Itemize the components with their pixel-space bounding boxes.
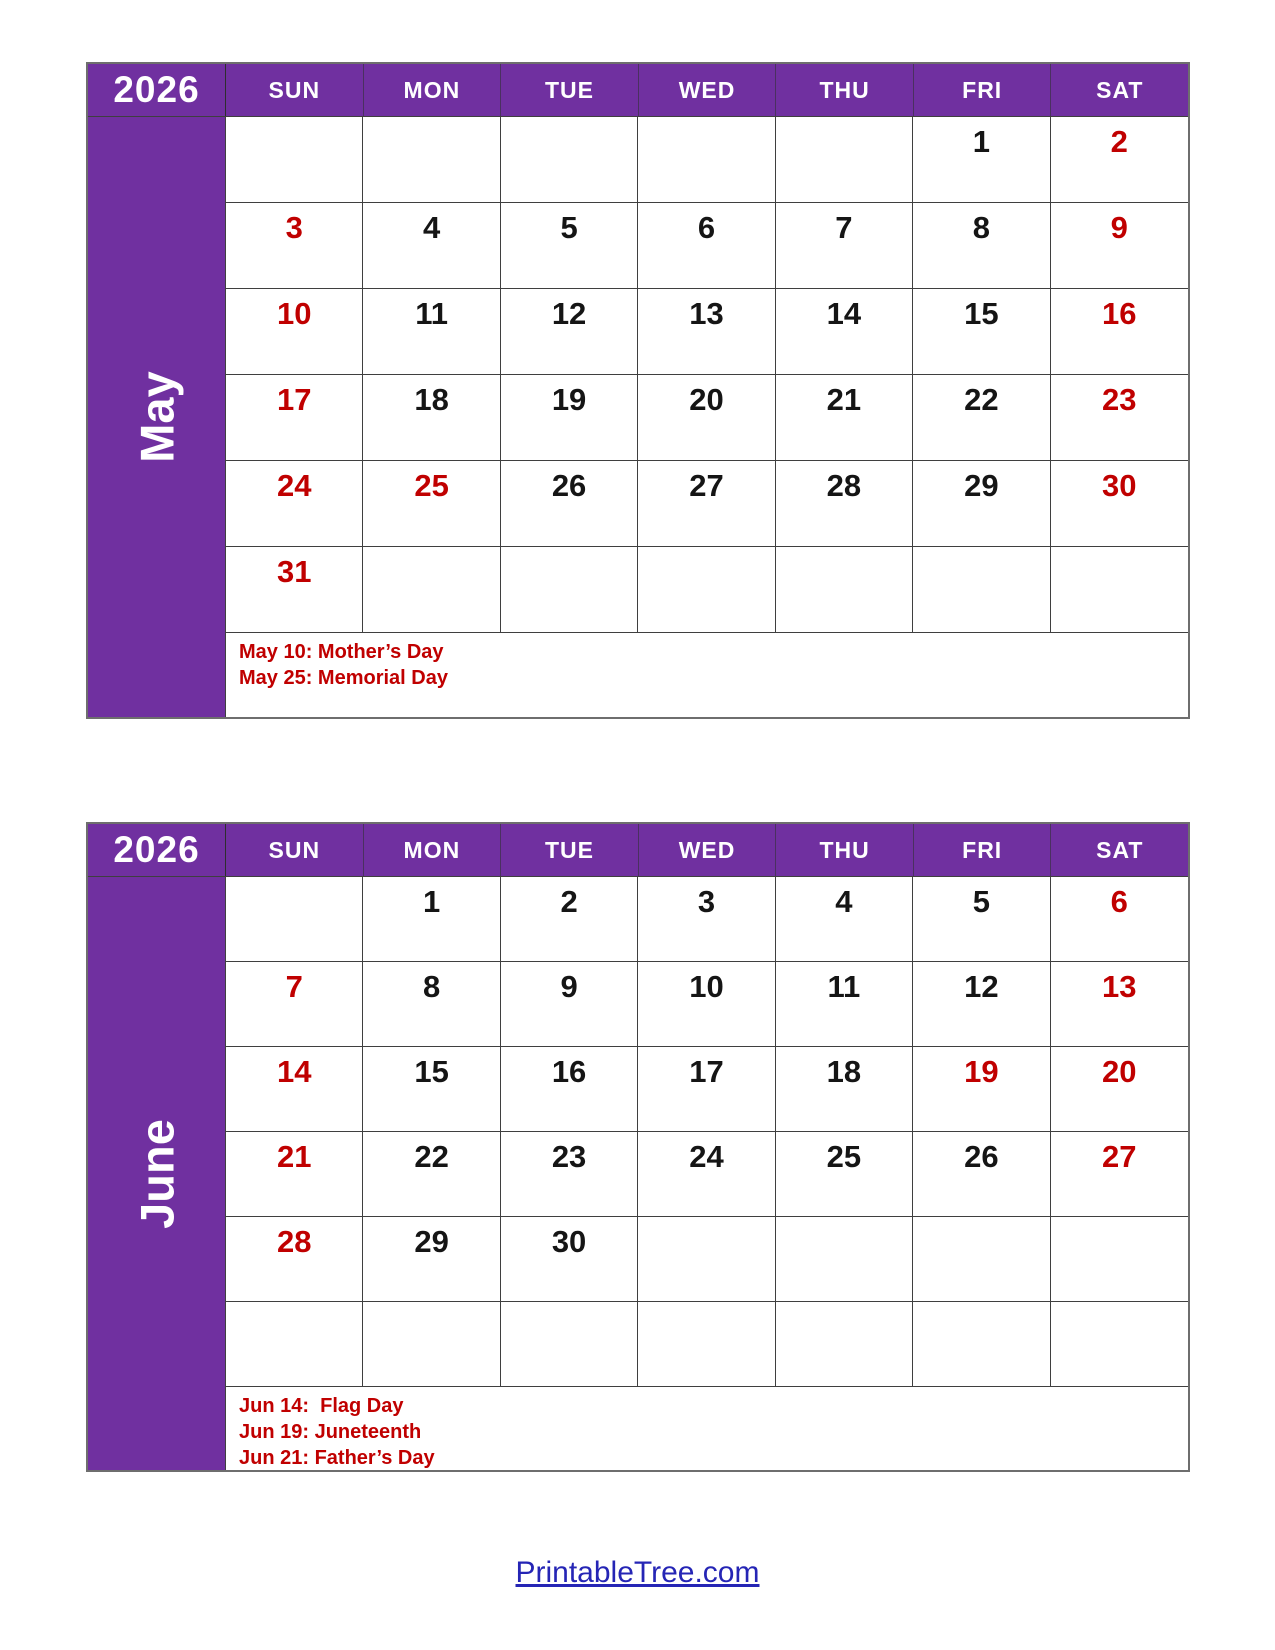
calendar-may: [86, 62, 1190, 719]
day-cell-empty: [226, 117, 363, 203]
day-cell-june-28: 28: [226, 1217, 363, 1302]
day-cell-may-17: 17: [226, 375, 363, 461]
day-cell-may-5: 5: [501, 203, 638, 289]
day-cell-may-14: 14: [776, 289, 913, 375]
day-cell-june-20: 20: [1051, 1047, 1188, 1132]
day-cell-may-13: 13: [638, 289, 775, 375]
year-label: 2026: [88, 824, 226, 876]
day-cell-june-7: 7: [226, 962, 363, 1047]
weekday-header-row: [226, 824, 1188, 876]
day-cell-june-16: 16: [501, 1047, 638, 1132]
day-cell-empty: [1051, 1302, 1188, 1387]
day-cell-may-21: 21: [776, 375, 913, 461]
day-cell-may-15: 15: [913, 289, 1050, 375]
day-cell-empty: [913, 1217, 1050, 1302]
day-grid: [226, 117, 1188, 717]
page-footer: [0, 1556, 1275, 1590]
day-cell-empty: [638, 547, 775, 633]
day-cell-empty: [776, 547, 913, 633]
holiday-entry: Jun 21: Father’s Day: [239, 1447, 435, 1469]
day-cell-empty: [226, 1302, 363, 1387]
day-cell-empty: [913, 547, 1050, 633]
day-grid: [226, 877, 1188, 1470]
month-sidebar: [88, 117, 226, 717]
calendar-header-row: [88, 824, 1188, 877]
day-cell-june-2: 2: [501, 877, 638, 962]
day-cell-june-9: 9: [501, 962, 638, 1047]
month-label: June: [130, 1118, 183, 1229]
day-cell-may-3: 3: [226, 203, 363, 289]
day-cell-empty: [501, 547, 638, 633]
month-label: May: [130, 371, 183, 463]
day-cell-june-14: 14: [226, 1047, 363, 1132]
day-cell-june-1: 1: [363, 877, 500, 962]
day-cell-june-10: 10: [638, 962, 775, 1047]
day-cell-june-15: 15: [363, 1047, 500, 1132]
weekday-header-thu: THU: [776, 824, 914, 876]
weekday-header-mon: MON: [364, 64, 502, 116]
day-cell-june-22: 22: [363, 1132, 500, 1217]
day-cell-may-4: 4: [363, 203, 500, 289]
day-cell-empty: [776, 117, 913, 203]
weekday-header-tue: TUE: [501, 824, 639, 876]
day-cell-june-6: 6: [1051, 877, 1188, 962]
day-cell-may-20: 20: [638, 375, 775, 461]
holiday-note: [226, 1387, 1188, 1470]
day-cell-may-9: 9: [1051, 203, 1188, 289]
calendar-june: [86, 822, 1190, 1472]
day-cell-may-28: 28: [776, 461, 913, 547]
day-cell-may-31: 31: [226, 547, 363, 633]
day-cell-june-4: 4: [776, 877, 913, 962]
holiday-entry: Jun 19: Juneteenth: [239, 1421, 422, 1443]
day-cell-may-22: 22: [913, 375, 1050, 461]
day-cell-may-11: 11: [363, 289, 500, 375]
day-cell-may-23: 23: [1051, 375, 1188, 461]
day-cell-empty: [1051, 1217, 1188, 1302]
day-cell-empty: [501, 117, 638, 203]
day-cell-june-18: 18: [776, 1047, 913, 1132]
day-cell-may-16: 16: [1051, 289, 1188, 375]
calendar-header-row: [88, 64, 1188, 117]
weekday-header-fri: FRI: [914, 824, 1052, 876]
day-cell-empty: [776, 1302, 913, 1387]
weekday-header-sun: SUN: [226, 824, 364, 876]
day-cell-may-2: 2: [1051, 117, 1188, 203]
day-cell-may-1: 1: [913, 117, 1050, 203]
day-cell-empty: [226, 877, 363, 962]
holiday-entry: May 10: Mother’s Day: [239, 641, 444, 663]
day-cell-empty: [638, 1217, 775, 1302]
day-cell-may-19: 19: [501, 375, 638, 461]
calendar-body: [88, 117, 1188, 717]
day-cell-june-8: 8: [363, 962, 500, 1047]
day-cell-june-17: 17: [638, 1047, 775, 1132]
day-cell-empty: [638, 117, 775, 203]
weekday-header-mon: MON: [364, 824, 502, 876]
day-cell-empty: [776, 1217, 913, 1302]
day-cell-may-25: 25: [363, 461, 500, 547]
day-cell-june-25: 25: [776, 1132, 913, 1217]
day-cell-may-12: 12: [501, 289, 638, 375]
weekday-header-sun: SUN: [226, 64, 364, 116]
day-cell-may-6: 6: [638, 203, 775, 289]
day-cell-may-27: 27: [638, 461, 775, 547]
day-cell-may-24: 24: [226, 461, 363, 547]
day-cell-may-18: 18: [363, 375, 500, 461]
holiday-entry: Jun 14: Flag Day: [239, 1395, 404, 1417]
weekday-header-tue: TUE: [501, 64, 639, 116]
weekday-header-thu: THU: [776, 64, 914, 116]
day-cell-june-23: 23: [501, 1132, 638, 1217]
weekday-header-row: [226, 64, 1188, 116]
day-cell-june-12: 12: [913, 962, 1050, 1047]
day-cell-empty: [501, 1302, 638, 1387]
day-cell-june-27: 27: [1051, 1132, 1188, 1217]
day-cell-empty: [363, 547, 500, 633]
weekday-header-sat: SAT: [1051, 824, 1188, 876]
day-cell-may-10: 10: [226, 289, 363, 375]
weekday-header-wed: WED: [639, 64, 777, 116]
weekday-header-fri: FRI: [914, 64, 1052, 116]
day-cell-june-24: 24: [638, 1132, 775, 1217]
day-cell-empty: [913, 1302, 1050, 1387]
day-cell-may-30: 30: [1051, 461, 1188, 547]
day-cell-may-29: 29: [913, 461, 1050, 547]
day-cell-june-26: 26: [913, 1132, 1050, 1217]
day-cell-empty: [363, 117, 500, 203]
day-cell-june-29: 29: [363, 1217, 500, 1302]
day-cell-empty: [638, 1302, 775, 1387]
day-cell-june-21: 21: [226, 1132, 363, 1217]
day-cell-june-30: 30: [501, 1217, 638, 1302]
day-cell-empty: [363, 1302, 500, 1387]
holiday-entry: May 25: Memorial Day: [239, 667, 448, 689]
day-cell-june-11: 11: [776, 962, 913, 1047]
holiday-note: [226, 633, 1188, 717]
day-cell-june-13: 13: [1051, 962, 1188, 1047]
day-cell-june-3: 3: [638, 877, 775, 962]
weekday-header-sat: SAT: [1051, 64, 1188, 116]
footer-link[interactable]: PrintableTree.com: [515, 1556, 760, 1589]
weekday-header-wed: WED: [639, 824, 777, 876]
year-label: 2026: [88, 64, 226, 116]
calendar-body: [88, 877, 1188, 1470]
day-cell-empty: [1051, 547, 1188, 633]
month-sidebar: [88, 877, 226, 1470]
day-cell-may-26: 26: [501, 461, 638, 547]
day-cell-june-19: 19: [913, 1047, 1050, 1132]
day-cell-june-5: 5: [913, 877, 1050, 962]
day-cell-may-7: 7: [776, 203, 913, 289]
day-cell-may-8: 8: [913, 203, 1050, 289]
